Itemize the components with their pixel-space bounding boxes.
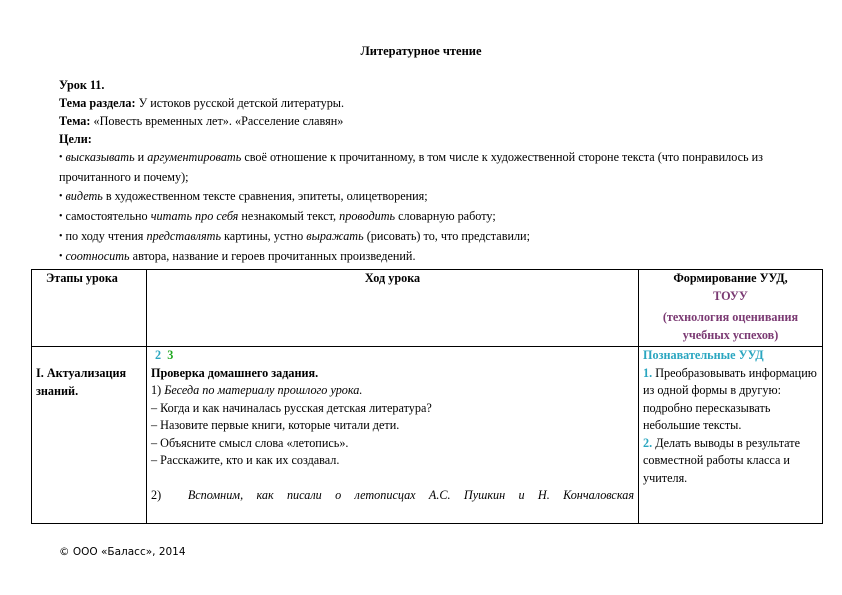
question: – Расскажите, кто и как их создавал. — [151, 453, 340, 467]
header-stages: Этапы урока — [32, 270, 147, 347]
uud-text: Делать выводы в результате совместной работы класса и учителя. — [643, 435, 801, 485]
page-title: Литературное чтение — [360, 44, 482, 58]
goal-text: автора, название и героев прочитанных произведений. — [129, 248, 416, 263]
goal-text: картины, устно — [221, 228, 307, 243]
section-line — [59, 94, 789, 112]
check-title: Проверка домашнего задания. — [151, 365, 319, 380]
goals-label: Цели: — [59, 132, 92, 147]
question: – Назовите первые книги, которые читали дети. — [151, 418, 400, 432]
table-header-row — [32, 270, 823, 347]
slide-number: 3 — [167, 348, 174, 362]
header-process: Ход урока — [147, 270, 639, 347]
goal-verb: видеть — [65, 188, 103, 203]
uud-item — [643, 435, 818, 488]
goal-text: своё отношение к прочитанному, в том числе к художественной стороне текста (что понравилось из прочитанного и почему); — [59, 150, 763, 185]
goal-item — [59, 247, 789, 267]
lesson-number: Урок 11. — [59, 78, 105, 92]
item-text: Беседа по материалу прошлого урока. — [164, 383, 363, 397]
goal-text: по ходу чтения — [65, 228, 147, 243]
goal-item — [59, 227, 789, 247]
goal-verb: выражать — [306, 228, 364, 243]
process-cell — [147, 347, 639, 524]
goal-verb: аргументировать — [147, 150, 242, 165]
footer-copyright: © ООО «Баласс», 2014 — [59, 546, 186, 558]
item-number: 1) — [151, 383, 162, 397]
stage-cell: I. Актуализация знаний. — [32, 347, 147, 524]
goal-text: и — [134, 150, 148, 165]
topic-line — [59, 112, 789, 130]
uud-cell — [639, 347, 823, 524]
slide-number: 2 — [155, 348, 162, 362]
header-uud — [639, 270, 823, 347]
lesson-table — [31, 269, 823, 524]
goal-verb: представлять — [146, 228, 221, 243]
item-text: Вспомним, как писали о летописцах А.С. Пушкин и Н. Кончаловская — [187, 487, 634, 502]
header-toou: ТОУУ — [713, 288, 748, 303]
lesson-header — [59, 76, 789, 267]
uud-number: 1. — [643, 365, 653, 380]
goal-text: незнакомый текст, — [238, 208, 340, 223]
goal-text: в художественном тексте сравнения, эпитеты, олицетворения; — [102, 188, 428, 203]
goal-text: словарную работу; — [395, 208, 496, 223]
item-1 — [151, 382, 634, 400]
slide-numbers — [151, 347, 634, 365]
uud-title: Познавательные УУД — [643, 348, 764, 362]
goal-item — [59, 187, 789, 207]
header-toou-sub: (технология оценивания учебных успехов) — [662, 310, 799, 342]
goal-text: самостоятельно — [65, 208, 151, 223]
header-uud-title: Формирование УУД, — [673, 271, 788, 285]
goal-verb: читать про себя — [150, 208, 239, 223]
uud-number: 2. — [643, 435, 653, 450]
topic-value: «Повесть временных лет». «Расселение славян» — [90, 114, 344, 129]
uud-item — [643, 365, 818, 435]
section-value: У истоков русской детской литературы. — [135, 96, 345, 111]
question: – Когда и как начиналась русская детская литература? — [151, 400, 432, 415]
goal-verb: высказывать — [65, 150, 135, 165]
goal-item — [59, 148, 789, 186]
item-number: 2) — [151, 487, 162, 502]
goal-item — [59, 207, 789, 227]
goal-verb: проводить — [339, 208, 396, 223]
table-row — [32, 347, 823, 524]
item-2 — [151, 487, 634, 505]
question: – Объясните смысл слова «летопись». — [151, 435, 349, 450]
topic-label: Тема: — [59, 114, 91, 129]
uud-text: Преобразовывать информацию из одной формы в другую: подробно пересказывать небольшие тексты. — [643, 365, 817, 432]
goal-verb: соотносить — [65, 248, 130, 263]
goal-text: (рисовать) то, что представили; — [363, 228, 530, 243]
section-label: Тема раздела: — [59, 96, 136, 111]
